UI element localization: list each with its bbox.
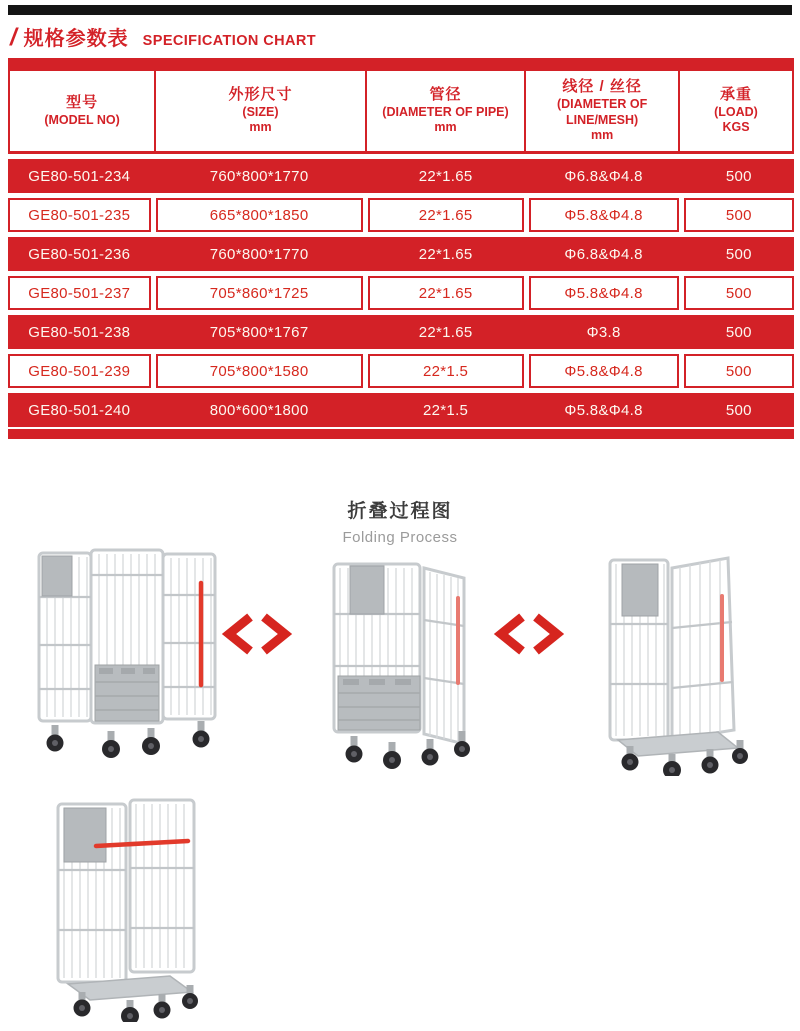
section-title xyxy=(10,22,316,52)
fold-arrow-2 xyxy=(492,612,566,656)
size-cell: 760*800*1770 xyxy=(209,245,309,263)
folding-title-cn: 折叠过程图 xyxy=(347,501,453,522)
load-cell: 500 xyxy=(725,323,752,341)
line-cell: Φ5.8&Φ4.8 xyxy=(529,354,679,388)
load-cell: 500 xyxy=(684,276,794,310)
red-lock-bar xyxy=(96,841,188,846)
roll-container-folded-icon xyxy=(580,548,765,776)
model-cell: GE80-501-239 xyxy=(8,354,151,388)
fold-arrow-1 xyxy=(220,612,294,656)
fold-arrow-icon xyxy=(220,612,294,656)
folding-title-en: Folding Process xyxy=(342,529,458,546)
size-cell: 665*800*1850 xyxy=(156,198,363,232)
specification-table xyxy=(8,58,794,439)
base-deck xyxy=(68,976,192,1000)
table-row xyxy=(8,354,794,388)
base-deck xyxy=(618,732,738,756)
title-slash-mark: / xyxy=(10,24,17,51)
label-placard xyxy=(64,808,106,862)
folded-base-panel xyxy=(338,676,420,730)
folding-stage-4-image xyxy=(38,790,218,1022)
casters xyxy=(47,721,210,758)
folding-process-heading xyxy=(0,496,800,546)
size-cell: 705*800*1767 xyxy=(209,323,309,341)
table-row xyxy=(8,393,794,427)
folding-stage-2-image xyxy=(312,548,487,770)
model-cell: GE80-501-238 xyxy=(28,323,131,341)
pipe-cell: 22*1.5 xyxy=(368,354,524,388)
roll-container-half-folded-icon xyxy=(312,548,487,770)
table-row xyxy=(8,276,794,310)
roll-container-assembled-icon xyxy=(38,790,218,1022)
line-cell: Φ5.8&Φ4.8 xyxy=(529,198,679,232)
model-cell: GE80-501-236 xyxy=(28,245,131,263)
size-cell: 705*860*1725 xyxy=(156,276,363,310)
header-load: 承重 (LOAD) KGS xyxy=(714,86,758,135)
section-title-cn: 规格参数表 xyxy=(23,28,129,50)
load-cell: 500 xyxy=(725,245,752,263)
model-cell: GE80-501-234 xyxy=(28,167,131,185)
line-cell: Φ6.8&Φ4.8 xyxy=(564,245,643,263)
table-bottom-bar xyxy=(8,429,794,439)
header-model: 型号 (MODEL NO) xyxy=(10,71,156,151)
size-cell: 705*800*1580 xyxy=(156,354,363,388)
model-cell: GE80-501-240 xyxy=(28,401,131,419)
load-cell: 500 xyxy=(725,401,752,419)
line-cell: Φ6.8&Φ4.8 xyxy=(564,167,643,185)
line-cell: Φ5.8&Φ4.8 xyxy=(564,401,643,419)
pipe-cell: 22*1.65 xyxy=(418,167,473,185)
line-cell: Φ3.8 xyxy=(586,323,621,341)
pipe-cell: 22*1.65 xyxy=(418,245,473,263)
pipe-cell: 22*1.5 xyxy=(423,401,469,419)
table-row xyxy=(8,159,794,193)
label-placard xyxy=(350,566,384,614)
roll-container-open-icon xyxy=(25,545,230,765)
line-cell: Φ5.8&Φ4.8 xyxy=(529,276,679,310)
pipe-cell: 22*1.65 xyxy=(368,276,524,310)
pipe-cell: 22*1.65 xyxy=(368,198,524,232)
model-cell: GE80-501-237 xyxy=(8,276,151,310)
size-cell: 800*600*1800 xyxy=(209,401,309,419)
header-size: 外形尺寸 (SIZE) mm xyxy=(156,71,367,151)
header-line-diameter: 线径 / 丝径 (DIAMETER OF LINE/MESH) mm xyxy=(526,71,680,151)
table-row xyxy=(8,198,794,232)
table-top-bar xyxy=(8,58,794,71)
folded-base-panel xyxy=(95,665,159,721)
fold-arrow-icon xyxy=(492,612,566,656)
load-cell: 500 xyxy=(725,167,752,185)
folding-stage-1-image xyxy=(25,545,230,765)
load-cell: 500 xyxy=(684,198,794,232)
header-pipe-diameter: 管径 (DIAMETER OF PIPE) mm xyxy=(367,71,526,151)
table-row xyxy=(8,315,794,349)
folding-stage-3-image xyxy=(580,548,765,776)
model-cell: GE80-501-235 xyxy=(8,198,151,232)
size-cell: 760*800*1770 xyxy=(209,167,309,185)
table-row xyxy=(8,237,794,271)
pipe-cell: 22*1.65 xyxy=(418,323,473,341)
table-header-row xyxy=(8,71,794,154)
label-placard xyxy=(622,564,658,616)
label-placard xyxy=(42,556,72,596)
section-title-en: SPECIFICATION CHART xyxy=(142,33,316,49)
load-cell: 500 xyxy=(684,354,794,388)
top-black-rule xyxy=(8,5,792,15)
